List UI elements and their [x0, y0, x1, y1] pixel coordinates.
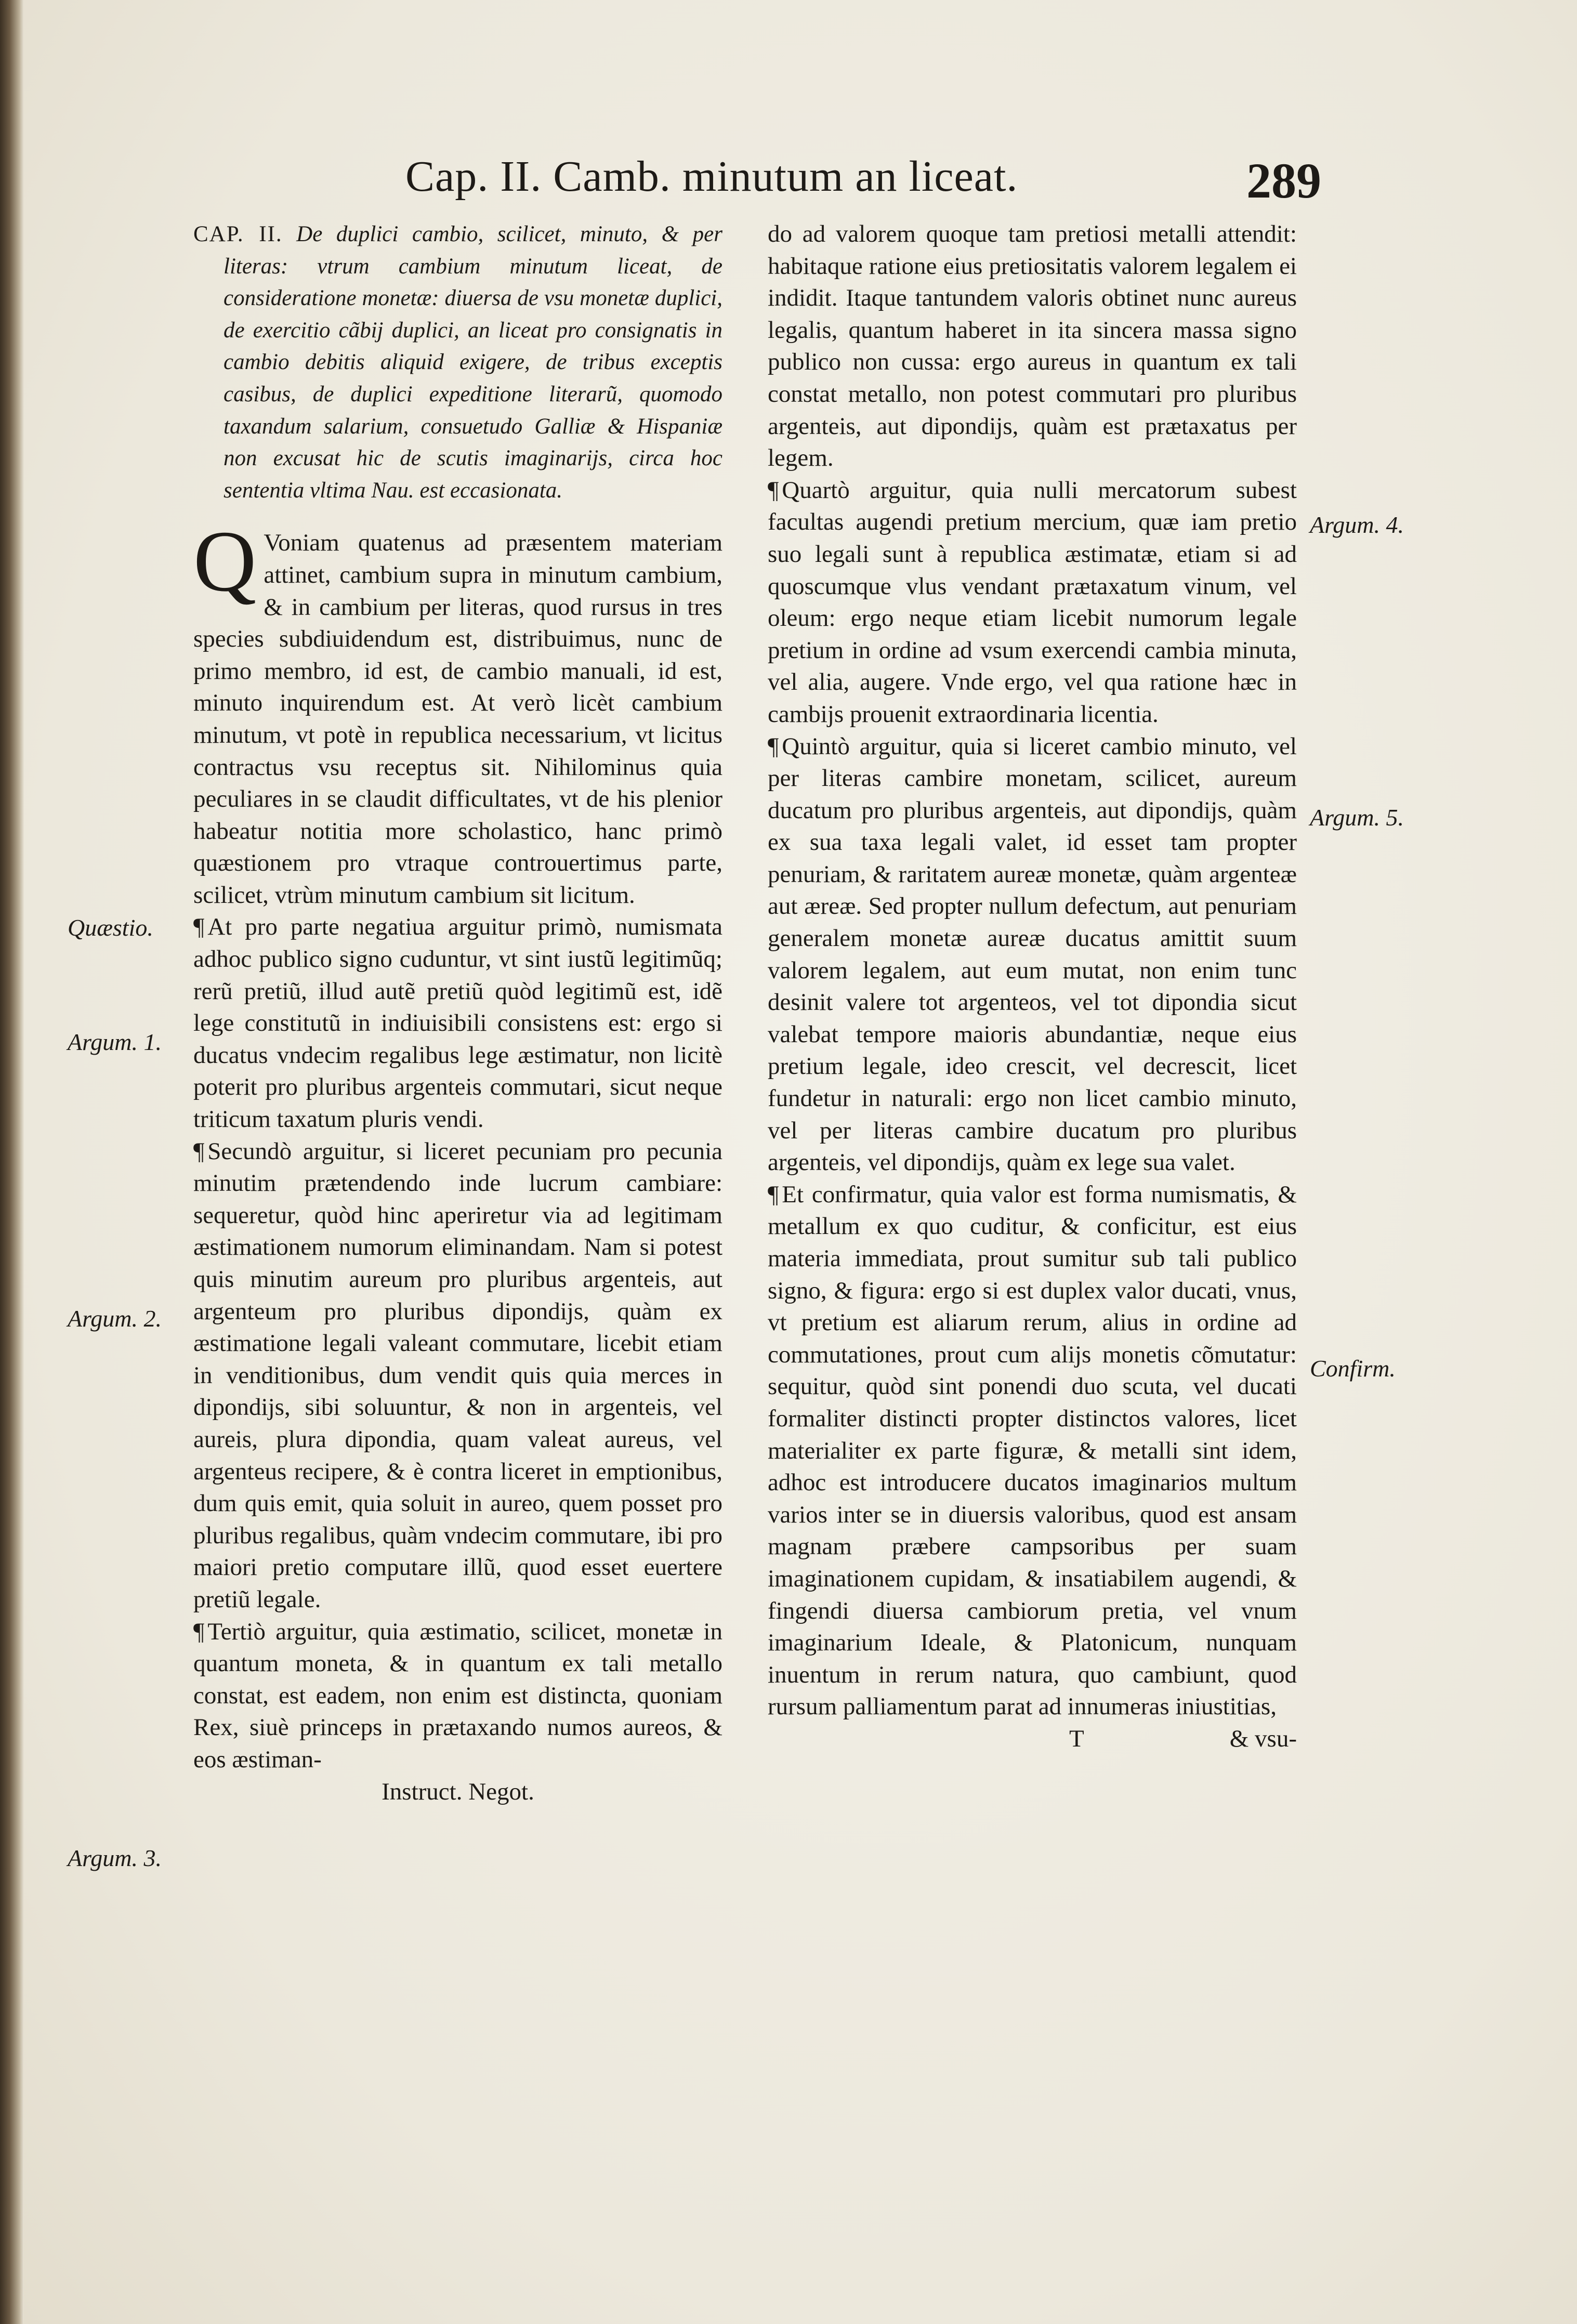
left-column [193, 218, 722, 1808]
paragraph-argument-4 [768, 475, 1297, 731]
catchword-line [768, 1723, 1297, 1755]
paragraph-argument-2-text: Secundò arguitur, si liceret pecuniam pro pecunia minutim prætendendo inde lucrum cambiare: sequeretur, quòd hinc aperiretur via ad legitimam æstimationem numorum eliminandam. Nam si potest quis minutim aureum pro pluribus argenteis, aut argenteum pro pluribus dipondijs, quàm ex æstimatione legali valeant commutare, licebit etiam in venditionibus, dum vendit quis quia merces in dipondijs, sibi soluuntur, & non in argenteis, vel aureis, plura dipondia, quam valeat aureus, vel argenteus recipere, & è contra liceret in emptionibus, dum quis emit, quia soluit in aureo, quem posset pro pluribus regalibus, quàm vndecim commutare, ibi pro maiori pretio computare illũ, quod esset euertere pretiũ legale. [193, 1137, 722, 1613]
chapter-label: CAP. II. [193, 222, 283, 246]
catchword: & vsu- [1229, 1725, 1297, 1752]
paragraph-argument-3-text: Tertiò arguitur, quia æstimatio, scilicet, monetæ in quantum moneta, & in quantum ex tali metallo constat, est eadem, non enim est distincta, quoniam Rex, siuè princeps in prætaxando numos aureos, & eos æstiman- [193, 1618, 722, 1773]
pilcrow-icon: ¶ [768, 732, 779, 760]
paragraph-confirmation [768, 1179, 1297, 1723]
right-column [768, 218, 1297, 1755]
margin-note-argument-2: Argum. 2. [68, 1305, 162, 1332]
paragraph-argument-5 [768, 731, 1297, 1179]
paragraph-argument-5-text: Quintò arguitur, quia si liceret cambio minuto, vel per literas cambire monetam, scilicet, aureum ducatum pro pluribus argenteis, aut dipondijs, quàm ex sua taxa legali valet, id esset tam propter penuriam, & raritatem aureæ monetæ, quàm argenteæ aut æreæ. Sed propter nullum defectum, aut penuriam generalem monetæ aureæ ducatus amittit suum valorem legalem, aut eum mutat, non enim tunc desinit valere tot argenteos, vel tot dipondia sicut valebat tempore maioris abundantiæ, neque eius pretium legale, ideo crescit, vel decrescit, licet fundetur in naturali: ergo non licet cambio minuto, vel per literas cambire ducatum pro pluribus argenteis, vel dipondijs, quàm ex lege sua valet. [768, 732, 1297, 1176]
running-header: Cap. II. Camb. minutum an liceat. [405, 152, 1018, 201]
margin-note-argument-5: Argum. 5. [1310, 804, 1404, 831]
paragraph-intro [193, 513, 722, 911]
paragraph-argument-1 [193, 911, 722, 1135]
margin-note-argument-4: Argum. 4. [1310, 511, 1404, 538]
signature-mark: T [1069, 1725, 1084, 1752]
margin-note-confirmation: Confirm. [1310, 1355, 1396, 1382]
margin-note-argument-1: Argum. 1. [68, 1029, 162, 1055]
pilcrow-icon: ¶ [768, 1180, 779, 1208]
book-spine-shadow [0, 0, 24, 2324]
paragraph-argument-3 [193, 1616, 722, 1776]
margin-note-quaestio: Quæstio. [68, 914, 153, 941]
page-number: 289 [1246, 153, 1321, 208]
paragraph-argument-1-text: At pro parte negatiua arguitur primò, numismata adhoc publico signo cuduntur, vt sint iustũ legitimũq; rerũ pretiũ, illud autẽ pretiũ quòd legitimũ est, idẽ lege constitutũ in indiuisibili consistens est: ergo si ducatus vndecim regalibus lege æstimatur, non licitè poterit pro pluribus argenteis commutari, sicut neque triticum taxatum pluris vendi. [193, 913, 722, 1133]
pilcrow-icon: ¶ [768, 476, 779, 504]
paragraph-confirmation-text: Et confirmatur, quia valor est forma numismatis, & metallum ex quo cuditur, & conficitur, est eius materia immediata, prout sumitur sub tali publico signo, & figura: ergo si est duplex valor ducati, vnus, vt pretium est aliarum rerum, alius in ordine ad commutationes, prout cum alijs monetis cõmutatur: sequitur, quòd sint ponendi duo scuta, vel ducati formaliter distincti propter distinctos valores, licet materialiter ex parte figuræ, & metalli sint idem, adhoc est introducere ducatos imaginarios multum varios inter se in diuersis valoribus, quod est ansam magnam præbere campsoribus per suam imaginationem cupidam, & insatiabilem augendi, & fingendi diuersa cambiorum pretia, vel vnum imaginarium Ideale, & Platonicum, nunquam inuentum in rerum natura, quo cambiunt, quod rursum palliamentum parat ad innumeras iniustitias, [768, 1180, 1297, 1721]
pilcrow-icon: ¶ [193, 913, 205, 941]
paragraph-argument-2 [193, 1136, 722, 1616]
paragraph-argument-4-text: Quartò arguitur, quia nulli mercatorum subest facultas augendi pretium mercium, quæ iam pretio suo legali sunt à republica æstimatæ, etiam si ad quoscumque vlus vendant prætaxatum vinum, vel oleum: ergo neque etiam licebit numorum legale pretium in ordine ad vsum exercendi cambia minuta, vel alia, augere. Vnde ergo, vel qua ratione hæc in cambijs prouenit extraordinaria licentia. [768, 476, 1297, 728]
paragraph-intro-text: Voniam quatenus ad præsentem materiam attinet, cambium supra in minutum cambium, & in cambium per literas, quod rursus in tres species subdiuidendum est, distribuimus, nunc de primo membro, id est, de cambio manuali, id est, minuto inquirendum est. At verò licèt cambium minutum, vt potè in republica necessarium, vt licitus contractus vsu receptus sit. Nihilominus quia peculiares in se claudit difficultates, vt de his plenior habeatur notitia more scholastico, hanc primò quæstionem pro vtraque controuertimus parte, scilicet, vtrùm minutum cambium sit licitum. [193, 529, 722, 909]
drop-cap: Q [193, 513, 257, 610]
margin-note-argument-3: Argum. 3. [68, 1845, 162, 1871]
paragraph-continuation: do ad valorem quoque tam pretiosi metalli attendit: habitaque ratione eius pretiositatis valorem legalem ei indidit. Itaque tantundem valoris obtinet nunc aureus legalis, quantum haberet in ita sincera massa signo publico non cussa: ergo aureus in quantum ex tali constat metallo, non potest commutari pro pluribus argenteis, aut dipondijs, quàm est prætaxatus per legem. [768, 220, 1297, 472]
signature-line: Instruct. Negot. [382, 1778, 534, 1805]
pilcrow-icon: ¶ [193, 1618, 205, 1645]
chapter-summary [193, 218, 722, 506]
summary-text: De duplici cambio, scilicet, minuto, & per literas: vtrum cambium minutum liceat, de consideratione monetæ: diuersa de vsu monetæ duplici, de exercitio cãbij duplici, an liceat pro consignatis in cambio debitis aliquid exigere, de tribus exceptis casibus, de duplici expeditione literarũ, quomodo taxandum salarium, consuetudo Galliæ & Hispaniæ non excusat hic de scutis imaginarijs, circa hoc sententia vltima Nau. est eccasionata. [224, 222, 722, 503]
pilcrow-icon: ¶ [193, 1137, 205, 1165]
